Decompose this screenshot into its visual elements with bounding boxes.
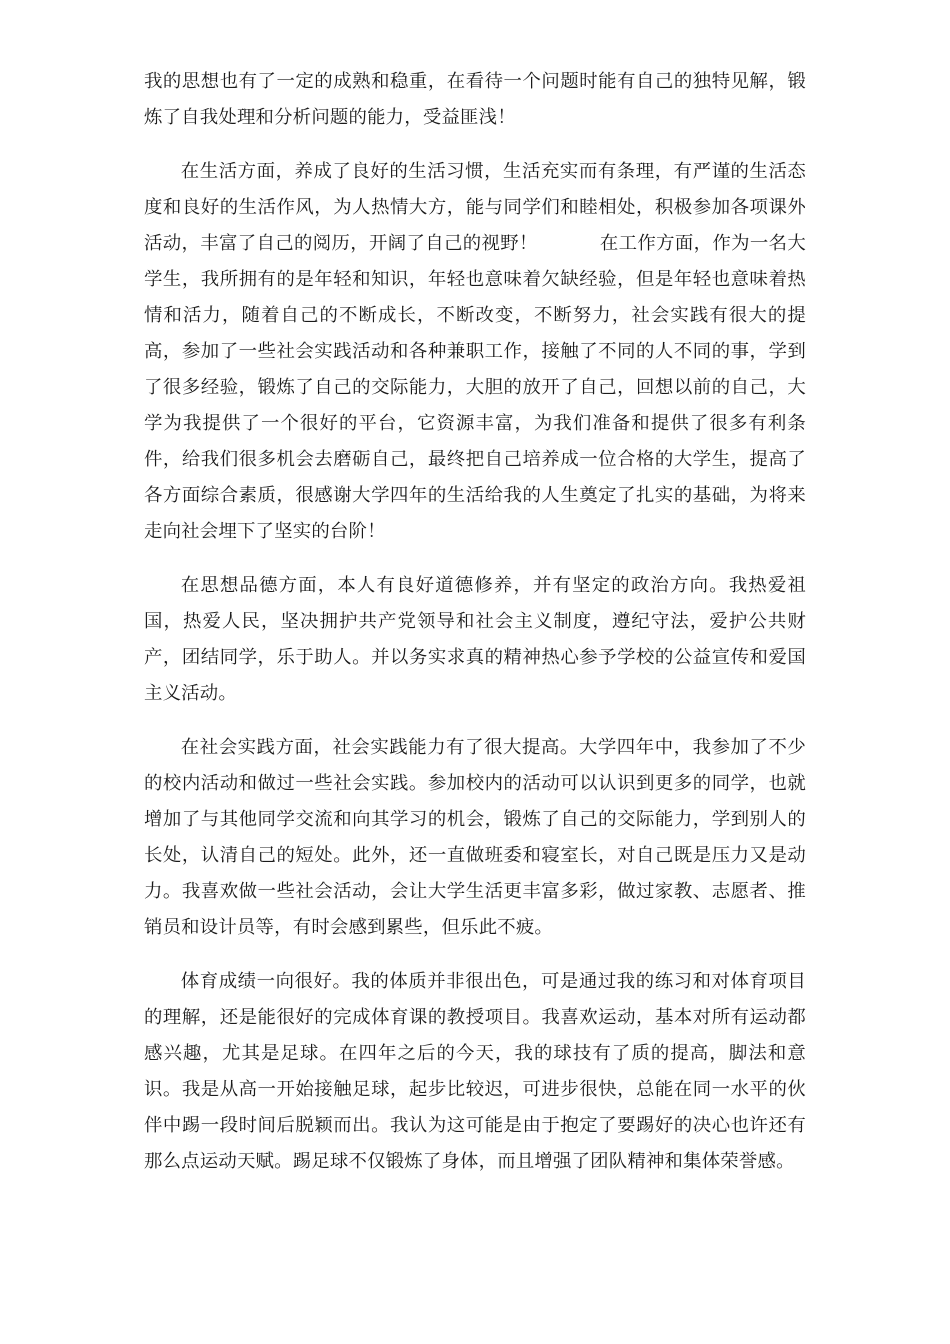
paragraph-sports: 体育成绩一向很好。我的体质并非很出色，可是通过我的练习和对体育项目的理解，还是能很好的完成体育课的教授项目。我喜欢运动，基本对所有运动都感兴趣，尤其是足球。在四年之后的今天，我的球技有了质的提高，脚法和意识。我是从高一开始接触足球，起步比较迟，可进步很快，总能在同一水平的伙伴中踢一段时间后脱颖而出。我认为这可能是由于抱定了要踢好的决心也许还有那么点运动天赋。踢足球不仅锻炼了身体，而且增强了团队精神和集体荣誉感。 bbox=[144, 971, 806, 1172]
paragraph-life-and-work: 在生活方面，养成了良好的生活习惯，生活充实而有条理，有严谨的生活态度和良好的生活作风，为人热情大方，能与同学们和睦相处，积极参加各项课外活动，丰富了自己的阅历，开阔了自己的视野！ 在工作方面，作为一名大学生，我所拥有的是年轻和知识，年轻也意味着欠缺经验，但是年轻也意味着热情和活力，随着自己的不断成长，不断改变，不断努力，社会实践有很大的提高，参加了一些社会实践活动和各种兼职工作，接触了不同的人不同的事，学到了很多经验，锻炼了自己的交际能力，大胆的放开了自己，回想以前的自己，大学为我提供了一个很好的平台，它资源丰富，为我们准备和提供了很多有利条件，给我们很多机会去磨砺自己，最终把自己培养成一位合格的大学生，提高了各方面综合素质，很感谢大学四年的生活给我的人生奠定了扎实的基础，为将来走向社会埋下了坚实的台阶！ bbox=[144, 161, 807, 542]
paragraph-moral-character: 在思想品德方面，本人有良好道德修养，并有坚定的政治方向。我热爱祖国，热爱人民，坚决拥护共产党领导和社会主义制度，遵纪守法，爱护公共财产，团结同学，乐于助人。并以务实求真的精神热心参予学校的公益宣传和爱国主义活动。 bbox=[144, 575, 806, 704]
paragraph-gap bbox=[144, 136, 806, 154]
paragraph-gap bbox=[144, 946, 806, 964]
paragraph-thought-continued: 我的思想也有了一定的成熟和稳重，在看待一个问题时能有自己的独特见解，锻炼了自我处理和分析问题的能力，受益匪浅！ bbox=[144, 71, 806, 128]
paragraph-gap bbox=[144, 550, 806, 568]
paragraph-gap bbox=[144, 712, 806, 730]
document-page bbox=[144, 64, 806, 1180]
paragraph-social-practice: 在社会实践方面，社会实践能力有了很大提高。大学四年中，我参加了不少的校内活动和做过一些社会实践。参加校内的活动可以认识到更多的同学，也就增加了与其他同学交流和向其学习的机会，锻炼了自己的交际能力，学到别人的长处，认清自己的短处。此外，还一直做班委和寝室长，对自己既是压力又是动力。我喜欢做一些社会活动，会让大学生活更丰富多彩，做过家教、志愿者、推销员和设计员等，有时会感到累些，但乐此不疲。 bbox=[144, 737, 806, 938]
